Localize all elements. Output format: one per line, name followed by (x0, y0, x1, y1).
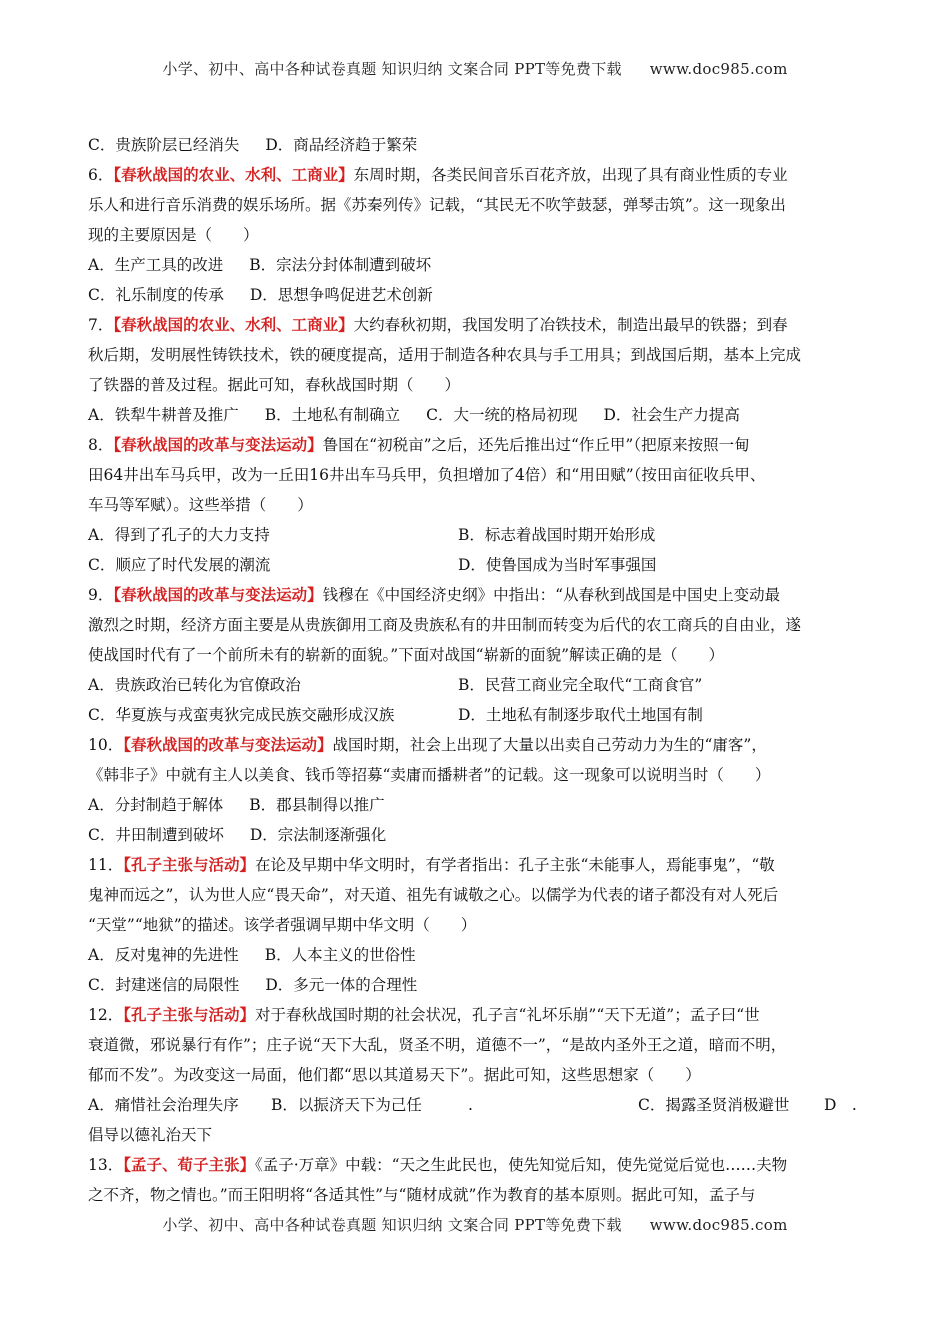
q8-number: 8． (88, 436, 114, 454)
q6-options-ab (88, 250, 868, 280)
q8-stem-line-3: 车马等军赋）。这些举措（ ） (88, 496, 313, 514)
footer-text: 小学、初中、高中各种试卷真题 知识归纳 文案合同 PPT等免费下载 (162, 1216, 622, 1234)
q9-option-d[interactable]: D．土地私有制逐步取代土地国有制 (458, 706, 703, 724)
q13-text-1: 《孟子·万章》中载：“天之生此民也，使先知觉后知，使先觉觉后觉也……夫物 (255, 1156, 788, 1174)
q9-stem-line-1 (88, 580, 868, 610)
q11-topic-tag: 【孔子主张与活动】 (123, 855, 255, 874)
q7-number: 7． (88, 316, 114, 334)
q6-stem-line-2: 乐人和进行音乐消费的娱乐场所。据《苏秦列传》记载，“其民无不吹竽鼓瑟，弹琴击筑”。这一现象出 (88, 196, 786, 214)
q7-option-d[interactable]: D．社会生产力提高 (603, 406, 740, 424)
q12-number: 12． (88, 1006, 124, 1024)
q8-option-b[interactable]: B．标志着战国时期开始形成 (458, 526, 656, 544)
q13-number: 13． (88, 1156, 124, 1174)
q8-stem-line-2: 田64井出车马兵甲，改为一丘田16井出车马兵甲，负担增加了4倍）和“用田赋”（按田亩征收兵甲、 (88, 466, 766, 484)
q5-options-cd (88, 130, 868, 160)
q12-stem-line-1 (88, 1000, 868, 1030)
header-site-link[interactable]: www.doc985.com (649, 60, 788, 78)
q8-stem-line-1 (88, 430, 868, 460)
q7-stem-line-3: 了铁器的普及过程。据此可知，春秋战国时期（ ） (88, 376, 461, 394)
q5-option-c[interactable]: C．贵族阶层已经消失 (88, 136, 240, 154)
q8-option-c[interactable]: C．顺应了时代发展的潮流 (88, 556, 271, 574)
q10-stem-line-1 (88, 730, 868, 760)
q13-stem-line-2: 之不齐，物之情也。”而王阳明将“各适其性”与“随材成就”作为教育的基本原则。据此可知，孟子与 (88, 1186, 756, 1204)
q12-stem-line-3: 郁而不发”。为改变这一局面，他们都“思以其道易天下”。据此可知，这些思想家（ ） (88, 1066, 701, 1084)
q10-stem-line-2: 《韩非子》中就有主人以美食、钱币等招募“卖庸而播耕者”的记载。这一现象可以说明当时（ ） (88, 766, 771, 784)
q6-text-1: 东周时期，各类民间音乐百花齐放，出现了具有商业性质的专业 (353, 166, 788, 184)
q12-dot: . (468, 1096, 473, 1114)
page-header (0, 58, 950, 79)
footer-site-link[interactable]: www.doc985.com (649, 1216, 788, 1234)
q7-text-1: 大约春秋初期，我国发明了冶铁技术，制造出最早的铁器；到春 (353, 316, 788, 334)
q10-topic-tag: 【春秋战国的改革与变法运动】 (123, 735, 333, 754)
q10-option-b[interactable]: B．郡县制得以推广 (249, 796, 385, 814)
q7-options (88, 400, 868, 430)
q9-option-a[interactable]: A．贵族政治已转化为官僚政治 (88, 676, 301, 694)
q11-stem-line-1 (88, 850, 868, 880)
q8-options-cd (88, 550, 868, 580)
q7-stem-line-2: 秋后期，发明展性铸铁技术，铁的硬度提高，适用于制造各种农具与手工用具；到战国后期，基本上完成 (88, 346, 802, 364)
q11-options-cd (88, 970, 868, 1000)
q7-topic-tag: 【春秋战国的农业、水利、工商业】 (113, 315, 354, 334)
q7-option-c[interactable]: C．大一统的格局初现 (426, 406, 578, 424)
q6-option-d[interactable]: D．思想争鸣促进艺术创新 (249, 286, 433, 304)
q8-text-1: 鲁国在“初税亩”之后，还先后推出过“作丘甲”（把原来按照一甸 (322, 436, 750, 454)
q11-option-b[interactable]: B．人本主义的世俗性 (264, 946, 416, 964)
q12-option-d-prefix[interactable]: D . (824, 1096, 857, 1114)
q6-number: 6． (88, 166, 114, 184)
q11-options-ab (88, 940, 868, 970)
q10-option-c[interactable]: C．井田制遭到破坏 (88, 826, 224, 844)
q11-option-d[interactable]: D．多元一体的合理性 (265, 976, 418, 994)
q8-options-ab (88, 520, 868, 550)
q6-option-a[interactable]: A．生产工具的改进 (88, 256, 224, 274)
page-footer (0, 1214, 950, 1235)
q12-option-a[interactable]: A．痛惜社会治理失序 (88, 1096, 239, 1114)
q10-option-d[interactable]: D．宗法制逐渐强化 (249, 826, 387, 844)
header-text: 小学、初中、高中各种试卷真题 知识归纳 文案合同 PPT等免费下载 (162, 60, 622, 78)
q13-stem-line-1 (88, 1150, 868, 1180)
q6-option-b[interactable]: B．宗法分封体制遭到破坏 (249, 256, 432, 274)
q12-option-d-text[interactable]: 倡导以德礼治天下 (88, 1126, 213, 1144)
q9-options-cd (88, 700, 868, 730)
q11-number: 11． (88, 856, 124, 874)
q9-number: 9． (88, 586, 114, 604)
q10-text-1: 战国时期，社会上出现了大量以出卖自己劳动力为生的“庸客”， (332, 736, 767, 754)
q9-topic-tag: 【春秋战国的改革与变法运动】 (113, 585, 323, 604)
q11-option-a[interactable]: A．反对鬼神的先进性 (88, 946, 239, 964)
question-content (88, 130, 868, 1210)
q12-text-1: 对于春秋战国时期的社会状况，孔子言“礼坏乐崩”“天下无道”；孟子曰“世 (255, 1006, 760, 1024)
q6-topic-tag: 【春秋战国的农业、水利、工商业】 (113, 165, 354, 184)
q12-option-b[interactable]: B．以振济天下为己任 (271, 1096, 422, 1114)
q11-stem-line-3: “天堂”“地狱”的描述。该学者强调早期中华文明（ ） (88, 916, 477, 934)
q11-text-1: 在论及早期中华文明时，有学者指出：孔子主张“未能事人，焉能事鬼”，“敬 (255, 856, 775, 874)
q9-text-1: 钱穆在《中国经济史纲》中指出：“从春秋到战国是中国史上变动最 (322, 586, 781, 604)
q10-option-a[interactable]: A．分封制趋于解体 (88, 796, 224, 814)
q7-option-b[interactable]: B．土地私有制确立 (264, 406, 401, 424)
q10-options-cd (88, 820, 868, 850)
q5-option-d[interactable]: D．商品经济趋于繁荣 (265, 136, 418, 154)
q12-topic-tag: 【孔子主张与活动】 (123, 1005, 255, 1024)
q10-options-ab (88, 790, 868, 820)
q8-option-d[interactable]: D．使鲁国成为当时军事强国 (458, 556, 657, 574)
q9-stem-line-3: 使战国时代有了一个前所未有的崭新的面貌。”下面对战国“崭新的面貌”解读正确的是（ ） (88, 646, 725, 664)
q9-option-c[interactable]: C．华夏族与戎蛮夷狄完成民族交融形成汉族 (88, 706, 395, 724)
q7-option-a[interactable]: A．铁犁牛耕普及推广 (88, 406, 239, 424)
q10-number: 10． (88, 736, 124, 754)
q12-stem-line-2: 衰道微，邪说暴行有作”；庄子说“天下大乱，贤圣不明，道德不一”，“是故内圣外王之道，暗而不明， (88, 1036, 787, 1054)
q8-option-a[interactable]: A．得到了孔子的大力支持 (88, 526, 270, 544)
q6-stem-line-1 (88, 160, 868, 190)
q11-option-c[interactable]: C．封建迷信的局限性 (88, 976, 240, 994)
q12-options-row (88, 1090, 868, 1120)
q6-option-c[interactable]: C．礼乐制度的传承 (88, 286, 224, 304)
q6-stem-line-3: 现的主要原因是（ ） (88, 226, 259, 244)
q6-options-cd (88, 280, 868, 310)
q8-topic-tag: 【春秋战国的改革与变法运动】 (113, 435, 323, 454)
q7-stem-line-1 (88, 310, 868, 340)
q9-option-b[interactable]: B．民营工商业完全取代“工商食官” (458, 676, 703, 694)
q12-option-c[interactable]: C．揭露圣贤消极避世 (638, 1096, 790, 1114)
q9-options-ab (88, 670, 868, 700)
q9-stem-line-2: 激烈之时期，经济方面主要是从贵族御用工商及贵族私有的井田制而转变为后代的农工商兵的自由业，遂 (88, 616, 802, 634)
q13-topic-tag: 【孟子、荀子主张】 (123, 1155, 255, 1174)
q11-stem-line-2: 鬼神而远之”，认为世人应“畏天命”，对天道、祖先有诚敬之心。以儒学为代表的诸子都没有对人死后 (88, 886, 779, 904)
